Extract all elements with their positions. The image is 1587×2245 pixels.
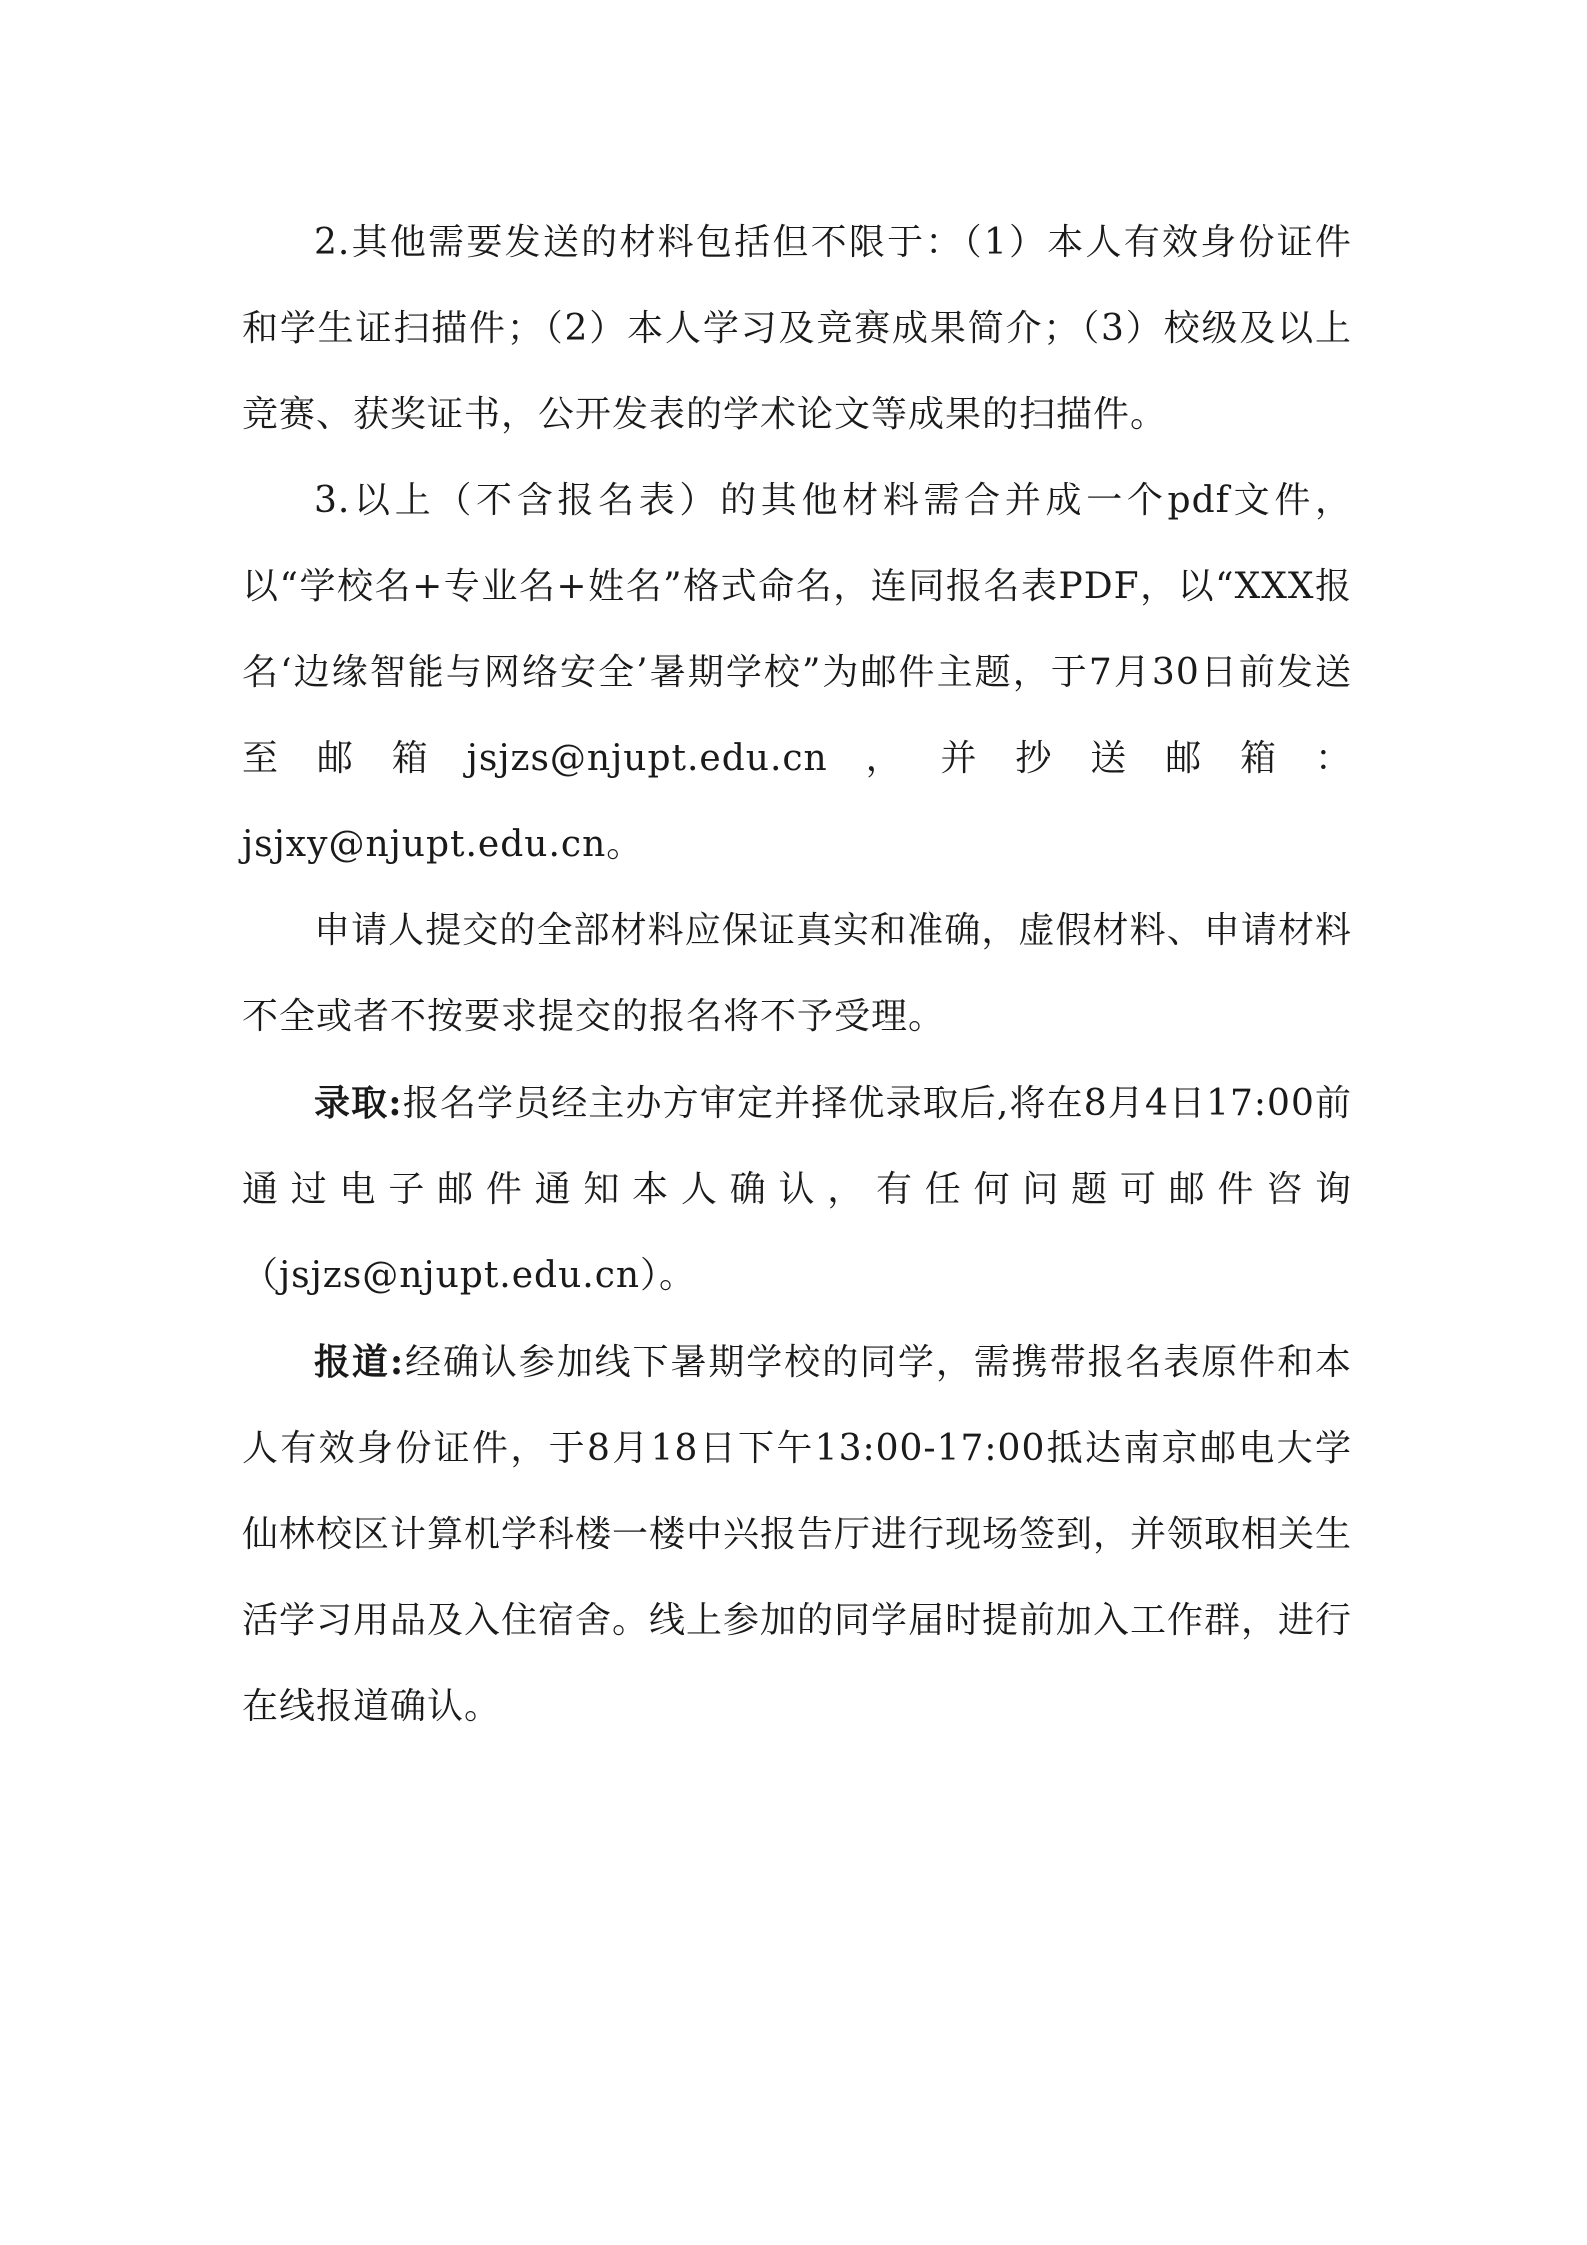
paragraph-materials bbox=[242, 200, 1352, 458]
registration-label: 报道: bbox=[314, 1341, 405, 1383]
paragraph-notice bbox=[242, 888, 1352, 1060]
paragraph-admission bbox=[242, 1060, 1352, 1319]
paragraph-text: 3.以上（不含报名表）的其他材料需合并成一个pdf文件，以“学校名+专业名+姓名”格式命名，连同报名表PDF，以“XXX报名‘边缘智能与网络安全’暑期学校”为邮件主题，于7月30日前发送至邮箱jsjzs@njupt.edu.cn，并抄送邮箱：jsjxy@njupt.edu.cn。 bbox=[242, 480, 1352, 865]
paragraph-text: 报名学员经主办方审定并择优录取后,将在8月4日17:00前通过电子邮件通知本人确认，有任何问题可邮件咨询（jsjzs@njupt.edu.cn）。 bbox=[242, 1083, 1353, 1296]
paragraph-registration bbox=[242, 1319, 1352, 1750]
paragraph-text: 2.其他需要发送的材料包括但不限于：（1）本人有效身份证件和学生证扫描件；（2）本人学习及竞赛成果简介；（3）校级及以上竞赛、获奖证书，公开发表的学术论文等成果的扫描件。 bbox=[242, 222, 1352, 435]
paragraph-text: 申请人提交的全部材料应保证真实和准确，虚假材料、申请材料不全或者不按要求提交的报名将不予受理。 bbox=[242, 910, 1352, 1037]
document-body bbox=[242, 200, 1352, 1750]
paragraph-submission bbox=[242, 458, 1352, 888]
admission-label: 录取: bbox=[314, 1082, 403, 1124]
paragraph-text: 经确认参加线下暑期学校的同学，需携带报名表原件和本人有效身份证件，于8月18日下午13:00-17:00抵达南京邮电大学仙林校区计算机学科楼一楼中兴报告厅进行现场签到，并领取相关生活学习用品及入住宿舍。线上参加的同学届时提前加入工作群，进行在线报道确认。 bbox=[242, 1342, 1353, 1727]
